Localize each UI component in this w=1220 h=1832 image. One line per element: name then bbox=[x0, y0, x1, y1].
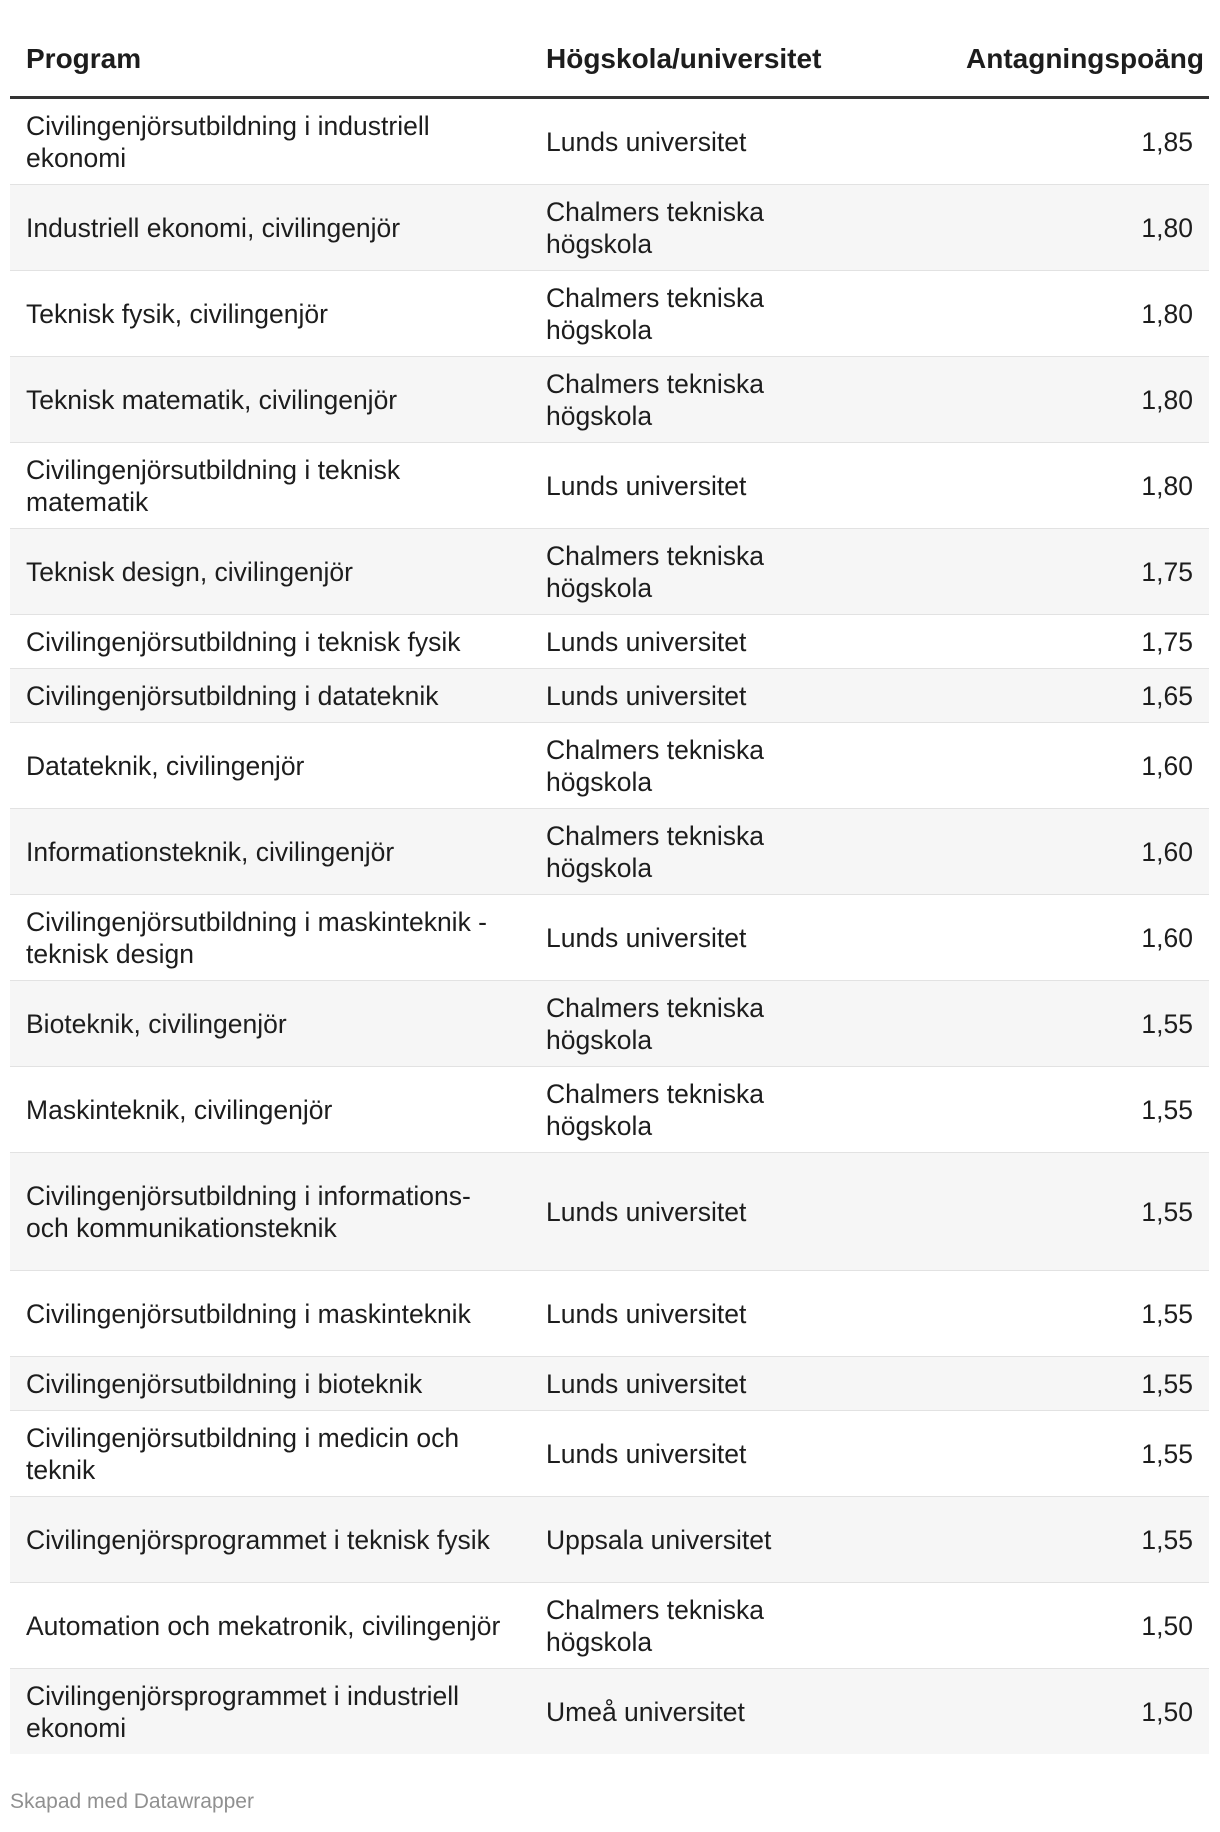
school-cell bbox=[530, 443, 950, 529]
table-row bbox=[10, 1067, 1209, 1153]
table-row bbox=[10, 1411, 1209, 1497]
table-row bbox=[10, 1583, 1209, 1669]
school-name: Chalmers tekniska högskola bbox=[546, 1594, 764, 1657]
table-row bbox=[10, 357, 1209, 443]
score-cell: 1,60 bbox=[950, 723, 1209, 809]
score-cell: 1,60 bbox=[950, 809, 1209, 895]
school-name: Lunds universitet bbox=[546, 626, 747, 657]
school-cell bbox=[530, 1411, 950, 1497]
school-name: Lunds universitet bbox=[546, 1438, 747, 1469]
data-table-container bbox=[10, 22, 1209, 1754]
table-row bbox=[10, 1153, 1209, 1271]
school-name: Chalmers tekniska högskola bbox=[546, 1078, 764, 1141]
program-cell: Civilingenjörsutbildning i industriell ekonomi bbox=[10, 98, 530, 185]
school-name: Lunds universitet bbox=[546, 126, 747, 157]
program-cell: Civilingenjörsutbildning i teknisk fysik bbox=[10, 615, 530, 669]
datawrapper-credit[interactable]: Skapad med Datawrapper bbox=[10, 1790, 254, 1813]
school-name: Chalmers tekniska högskola bbox=[546, 282, 764, 345]
program-cell: Teknisk design, civilingenjör bbox=[10, 529, 530, 615]
program-cell: Civilingenjörsprogrammet i industriell ekonomi bbox=[10, 1669, 530, 1755]
table-row bbox=[10, 723, 1209, 809]
school-name: Chalmers tekniska högskola bbox=[546, 992, 764, 1055]
program-cell: Industriell ekonomi, civilingenjör bbox=[10, 185, 530, 271]
column-header-program[interactable]: Program bbox=[10, 22, 530, 98]
score-cell: 1,80 bbox=[950, 271, 1209, 357]
school-cell bbox=[530, 1067, 950, 1153]
school-name: Chalmers tekniska högskola bbox=[546, 196, 764, 259]
school-name: Lunds universitet bbox=[546, 1298, 747, 1329]
score-cell: 1,85 bbox=[950, 98, 1209, 185]
school-name: Chalmers tekniska högskola bbox=[546, 820, 764, 883]
school-cell bbox=[530, 669, 950, 723]
score-cell: 1,60 bbox=[950, 895, 1209, 981]
school-cell bbox=[530, 271, 950, 357]
school-name: Lunds universitet bbox=[546, 1196, 747, 1227]
school-cell bbox=[530, 357, 950, 443]
score-cell: 1,80 bbox=[950, 443, 1209, 529]
program-cell: Informationsteknik, civilingenjör bbox=[10, 809, 530, 895]
program-cell: Civilingenjörsutbildning i informations- och kommunikationsteknik bbox=[10, 1153, 530, 1271]
school-cell bbox=[530, 98, 950, 185]
school-cell bbox=[530, 981, 950, 1067]
school-name: Chalmers tekniska högskola bbox=[546, 368, 764, 431]
program-cell: Civilingenjörsutbildning i maskinteknik bbox=[10, 1271, 530, 1357]
program-cell: Civilingenjörsutbildning i bioteknik bbox=[10, 1357, 530, 1411]
school-cell bbox=[530, 723, 950, 809]
table-row bbox=[10, 1271, 1209, 1357]
table-row bbox=[10, 895, 1209, 981]
program-cell: Civilingenjörsprogrammet i teknisk fysik bbox=[10, 1497, 530, 1583]
score-cell: 1,55 bbox=[950, 981, 1209, 1067]
school-cell bbox=[530, 185, 950, 271]
score-cell: 1,65 bbox=[950, 669, 1209, 723]
school-name: Uppsala universitet bbox=[546, 1524, 772, 1555]
school-cell bbox=[530, 1583, 950, 1669]
program-cell: Civilingenjörsutbildning i medicin och teknik bbox=[10, 1411, 530, 1497]
program-cell: Civilingenjörsutbildning i teknisk matematik bbox=[10, 443, 530, 529]
score-cell: 1,55 bbox=[950, 1497, 1209, 1583]
score-cell: 1,55 bbox=[950, 1271, 1209, 1357]
table-row bbox=[10, 1669, 1209, 1755]
table-row bbox=[10, 809, 1209, 895]
score-cell: 1,50 bbox=[950, 1669, 1209, 1755]
program-cell: Civilingenjörsutbildning i maskinteknik - teknisk design bbox=[10, 895, 530, 981]
table-row bbox=[10, 98, 1209, 185]
table-row bbox=[10, 443, 1209, 529]
table-row bbox=[10, 185, 1209, 271]
admission-scores-table bbox=[10, 22, 1209, 1754]
school-name: Lunds universitet bbox=[546, 680, 747, 711]
program-cell: Civilingenjörsutbildning i datateknik bbox=[10, 669, 530, 723]
program-cell: Maskinteknik, civilingenjör bbox=[10, 1067, 530, 1153]
school-cell bbox=[530, 1357, 950, 1411]
score-cell: 1,75 bbox=[950, 529, 1209, 615]
table-row bbox=[10, 529, 1209, 615]
program-cell: Teknisk matematik, civilingenjör bbox=[10, 357, 530, 443]
score-cell: 1,55 bbox=[950, 1411, 1209, 1497]
program-cell: Datateknik, civilingenjör bbox=[10, 723, 530, 809]
score-cell: 1,55 bbox=[950, 1357, 1209, 1411]
school-name: Lunds universitet bbox=[546, 470, 747, 501]
table-row bbox=[10, 1357, 1209, 1411]
table-row bbox=[10, 981, 1209, 1067]
table-row bbox=[10, 615, 1209, 669]
program-cell: Bioteknik, civilingenjör bbox=[10, 981, 530, 1067]
school-name: Chalmers tekniska högskola bbox=[546, 734, 764, 797]
school-cell bbox=[530, 895, 950, 981]
school-name: Umeå universitet bbox=[546, 1696, 745, 1727]
program-cell: Teknisk fysik, civilingenjör bbox=[10, 271, 530, 357]
school-name: Lunds universitet bbox=[546, 922, 747, 953]
score-cell: 1,55 bbox=[950, 1153, 1209, 1271]
school-name: Chalmers tekniska högskola bbox=[546, 540, 764, 603]
column-header-school[interactable]: Högskola/universitet bbox=[530, 22, 950, 98]
table-row bbox=[10, 271, 1209, 357]
school-cell bbox=[530, 1271, 950, 1357]
table-row bbox=[10, 1497, 1209, 1583]
score-cell: 1,75 bbox=[950, 615, 1209, 669]
table-row bbox=[10, 669, 1209, 723]
table-header-row bbox=[10, 22, 1209, 98]
school-cell bbox=[530, 529, 950, 615]
school-cell bbox=[530, 1497, 950, 1583]
table-body bbox=[10, 98, 1209, 1755]
score-cell: 1,55 bbox=[950, 1067, 1209, 1153]
score-cell: 1,80 bbox=[950, 357, 1209, 443]
school-cell bbox=[530, 1669, 950, 1755]
column-header-score[interactable]: Antagningspoäng bbox=[950, 22, 1209, 98]
score-cell: 1,50 bbox=[950, 1583, 1209, 1669]
school-cell bbox=[530, 615, 950, 669]
score-cell: 1,80 bbox=[950, 185, 1209, 271]
school-name: Lunds universitet bbox=[546, 1368, 747, 1399]
school-cell bbox=[530, 809, 950, 895]
program-cell: Automation och mekatronik, civilingenjör bbox=[10, 1583, 530, 1669]
school-cell bbox=[530, 1153, 950, 1271]
